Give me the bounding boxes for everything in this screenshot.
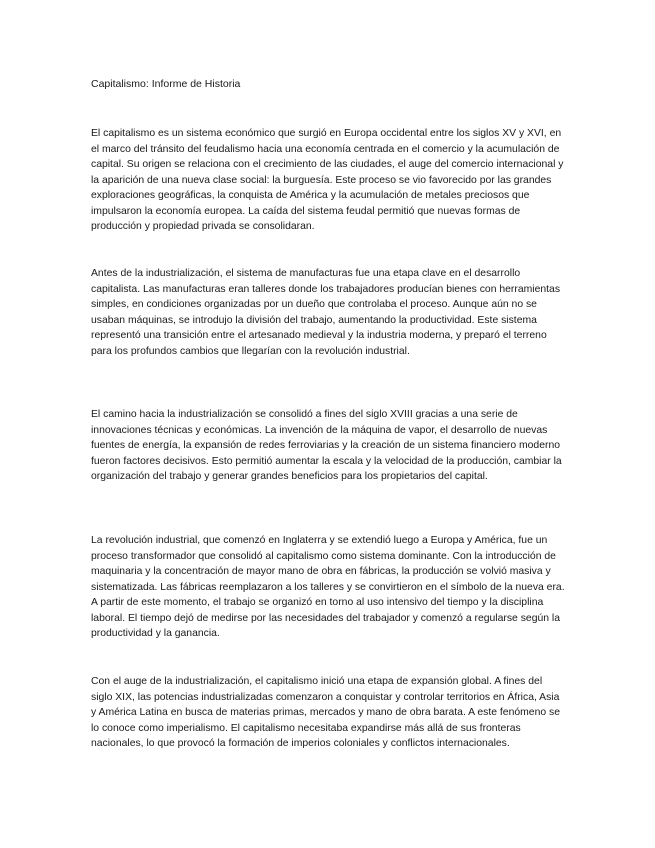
paragraph-manufactures: Antes de la industrialización, el sistema de manufacturas fue una etapa clave en el desarrollo capitalista. Las manufacturas eran talleres donde los trabajadores producían bienes con herramientas simples, en condiciones organizadas por un dueño que controlaba el proceso. Aunque aún no se usaban máquinas, se introdujo la división del trabajo, aumentando la productividad. Este sistema representó una transición entre el artesanado medieval y la industria moderna, y preparó el terreno para los profundos cambios que llegarían con la revolución industrial. — [91, 268, 561, 357]
document-title: Capitalismo: Informe de Historia — [91, 78, 241, 90]
paragraph-industrialization-path: El camino hacia la industrialización se consolidó a fines del siglo XVIII gracias a una serie de innovaciones técnicas y económicas. La invención de la máquina de vapor, el desarrollo de nuevas fuentes de energía, la expansión de redes ferroviarias y la creación de un sistema financiero moderno fueron factores decisivos. Esto permitió aumentar la escala y la velocidad de la producción, cambiar la organización del trabajo y generar grandes beneficios para los propietarios del capital. — [91, 409, 562, 482]
paragraph-industrial-revolution: La revolución industrial, que comenzó en Inglaterra y se extendió luego a Europa y América, fue un proceso transformador que consolidó al capitalismo como sistema dominante. Con la introducción de maquinaria y la concentración de mayor mano de obra en fábricas, la producción se volvió masiva y sistematizada. Las fábricas reemplazaron a los talleres y se convirtieron en el símbolo de la nueva era. A partir de este momento, el trabajo se organizó en torno al uso intensivo del tiempo y la disciplina laboral. El tiempo dejó de medirse por las necesidades del trabajador y comenzó a regularse según la productividad y la ganancia. — [91, 535, 565, 639]
paragraph-imperialism: Con el auge de la industrialización, el capitalismo inició una etapa de expansión global. A fines del siglo XIX, las potencias industrializadas comenzaron a conquistar y controlar territorios en África, Asia y América Latina en busca de materias primas, mercados y mano de obra barata. A este fenómeno se lo conoce como imperialismo. El capitalismo necesitaba expandirse más allá de sus fronteras nacionales, lo que provocó la formación de imperios coloniales y conflictos internacionales. — [91, 676, 560, 749]
paragraph-origins: El capitalismo es un sistema económico que surgió en Europa occidental entre los siglos XV y XVI, en el marco del tránsito del feudalismo hacia una economía centrada en el comercio y la acumulación de capital. Su origen se relaciona con el crecimiento de las ciudades, el auge del comercio internacional y la aparición de una nueva clase social: la burguesía. Este proceso se vio favorecido por las grandes exploraciones geográficas, la conquista de América y la acumulación de metales preciosos que impulsaron la economía europea. La caída del sistema feudal permitió que nuevas formas de producción y propiedad privada se consolidaran. — [91, 128, 564, 232]
